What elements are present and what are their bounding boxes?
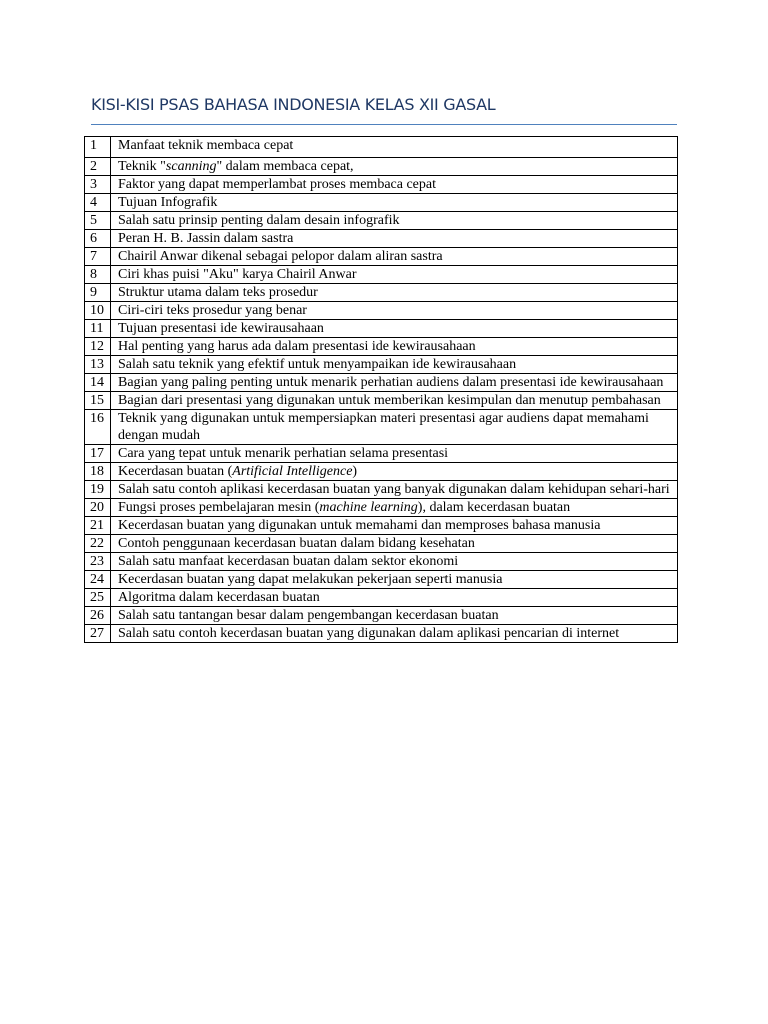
table-row	[85, 625, 678, 643]
italic-term: scanning	[165, 159, 217, 174]
row-number: 5	[85, 212, 111, 230]
table-row	[85, 499, 678, 517]
text-segment: Kecerdasan buatan yang digunakan untuk memahami dan memproses bahasa manusia	[118, 518, 601, 533]
row-number: 15	[85, 392, 111, 410]
row-text	[111, 212, 678, 230]
row-text	[111, 266, 678, 284]
text-segment: ), dalam kecerdasan buatan	[417, 500, 571, 515]
row-number: 18	[85, 463, 111, 481]
table-row	[85, 463, 678, 481]
text-segment: Salah satu contoh kecerdasan buatan yang digunakan dalam aplikasi pencarian di internet	[118, 626, 620, 641]
row-number: 1	[85, 137, 111, 158]
row-text	[111, 607, 678, 625]
text-segment: Contoh penggunaan kecerdasan buatan dalam bidang kesehatan	[118, 536, 475, 551]
text-segment: Hal penting yang harus ada dalam presentasi ide kewirausahaan	[118, 339, 476, 354]
kisi-table-body	[85, 137, 678, 643]
row-number: 11	[85, 320, 111, 338]
table-row	[85, 517, 678, 535]
row-number: 17	[85, 445, 111, 463]
row-number: 24	[85, 571, 111, 589]
row-number: 22	[85, 535, 111, 553]
table-row	[85, 338, 678, 356]
text-segment: Chairil Anwar dikenal sebagai pelopor dalam aliran sastra	[118, 249, 443, 264]
row-number: 16	[85, 410, 111, 445]
row-text	[111, 356, 678, 374]
row-number: 19	[85, 481, 111, 499]
row-number: 14	[85, 374, 111, 392]
text-segment: Salah satu tantangan besar dalam pengembangan kecerdasan buatan	[118, 608, 499, 623]
text-segment: Fungsi proses pembelajaran mesin (	[118, 500, 320, 515]
table-row	[85, 607, 678, 625]
row-number: 4	[85, 194, 111, 212]
text-segment: Kecerdasan buatan (	[118, 464, 233, 479]
text-segment: Cara yang tepat untuk menarik perhatian selama presentasi	[118, 446, 449, 461]
text-segment: Kecerdasan buatan yang dapat melakukan pekerjaan seperti manusia	[118, 572, 503, 587]
row-text	[111, 410, 678, 445]
text-segment: Teknik yang digunakan untuk mempersiapkan materi presentasi agar audiens dapat memahami dengan mudah	[118, 411, 649, 443]
row-number: 13	[85, 356, 111, 374]
text-segment: Teknik "	[118, 159, 166, 174]
text-segment: Salah satu manfaat kecerdasan buatan dalam sektor ekonomi	[118, 554, 459, 569]
table-row	[85, 481, 678, 499]
table-row	[85, 158, 678, 176]
row-number: 9	[85, 284, 111, 302]
row-text	[111, 176, 678, 194]
table-row	[85, 230, 678, 248]
row-number: 3	[85, 176, 111, 194]
italic-term: machine learning	[319, 500, 418, 515]
row-text	[111, 571, 678, 589]
row-text	[111, 302, 678, 320]
row-text	[111, 589, 678, 607]
row-text	[111, 374, 678, 392]
row-text	[111, 137, 678, 158]
row-number: 27	[85, 625, 111, 643]
row-text	[111, 320, 678, 338]
text-segment: Tujuan presentasi ide kewirausahaan	[118, 321, 324, 336]
text-segment: Bagian yang paling penting untuk menarik perhatian audiens dalam presentasi ide kewirausahaan	[118, 375, 664, 390]
row-text	[111, 481, 678, 499]
table-row	[85, 137, 678, 158]
text-segment: Algoritma dalam kecerdasan buatan	[118, 590, 320, 605]
table-row	[85, 194, 678, 212]
title-underline	[91, 124, 677, 125]
row-text	[111, 445, 678, 463]
text-segment: Salah satu prinsip penting dalam desain infografik	[118, 213, 400, 228]
text-segment: Struktur utama dalam teks prosedur	[118, 285, 318, 300]
text-segment: Peran H. B. Jassin dalam sastra	[118, 231, 294, 246]
text-segment: Salah satu teknik yang efektif untuk menyampaikan ide kewirausahaan	[118, 357, 517, 372]
table-row	[85, 571, 678, 589]
row-text	[111, 463, 678, 481]
row-number: 20	[85, 499, 111, 517]
table-row	[85, 302, 678, 320]
table-row	[85, 589, 678, 607]
text-segment: " dalam membaca cepat,	[216, 159, 354, 174]
document-title: KISI-KISI PSAS BAHASA INDONESIA KELAS XII GASAL	[91, 95, 496, 114]
text-segment: Salah satu contoh aplikasi kecerdasan buatan yang banyak digunakan dalam kehidupan sehari-hari	[118, 482, 670, 497]
table-row	[85, 535, 678, 553]
text-segment: Manfaat teknik membaca cepat	[118, 138, 294, 153]
row-number: 7	[85, 248, 111, 266]
row-text	[111, 499, 678, 517]
row-number: 10	[85, 302, 111, 320]
table-row	[85, 320, 678, 338]
text-segment: Bagian dari presentasi yang digunakan untuk memberikan kesimpulan dan menutup pembahasan	[118, 393, 661, 408]
table-row	[85, 212, 678, 230]
row-text	[111, 248, 678, 266]
row-number: 26	[85, 607, 111, 625]
row-number: 23	[85, 553, 111, 571]
row-text	[111, 338, 678, 356]
row-number: 25	[85, 589, 111, 607]
row-text	[111, 517, 678, 535]
row-number: 12	[85, 338, 111, 356]
row-text	[111, 392, 678, 410]
table-row	[85, 392, 678, 410]
table-row	[85, 176, 678, 194]
text-segment: Tujuan Infografik	[118, 195, 218, 210]
row-text	[111, 553, 678, 571]
italic-term: Artificial Intelligence	[232, 464, 353, 479]
row-text	[111, 284, 678, 302]
row-text	[111, 535, 678, 553]
table-row	[85, 374, 678, 392]
text-segment: Ciri khas puisi "Aku" karya Chairil Anwar	[118, 267, 357, 282]
text-segment: Faktor yang dapat memperlambat proses membaca cepat	[118, 177, 436, 192]
text-segment: )	[352, 464, 358, 479]
row-text	[111, 230, 678, 248]
table-row	[85, 410, 678, 445]
table-row	[85, 445, 678, 463]
row-number: 6	[85, 230, 111, 248]
table-row	[85, 553, 678, 571]
table-row	[85, 284, 678, 302]
table-row	[85, 248, 678, 266]
text-segment: Ciri-ciri teks prosedur yang benar	[118, 303, 307, 318]
row-text	[111, 194, 678, 212]
row-text	[111, 625, 678, 643]
row-number: 21	[85, 517, 111, 535]
table-row	[85, 266, 678, 284]
row-number: 8	[85, 266, 111, 284]
table-row	[85, 356, 678, 374]
row-number: 2	[85, 158, 111, 176]
row-text	[111, 158, 678, 176]
kisi-table	[84, 136, 678, 643]
